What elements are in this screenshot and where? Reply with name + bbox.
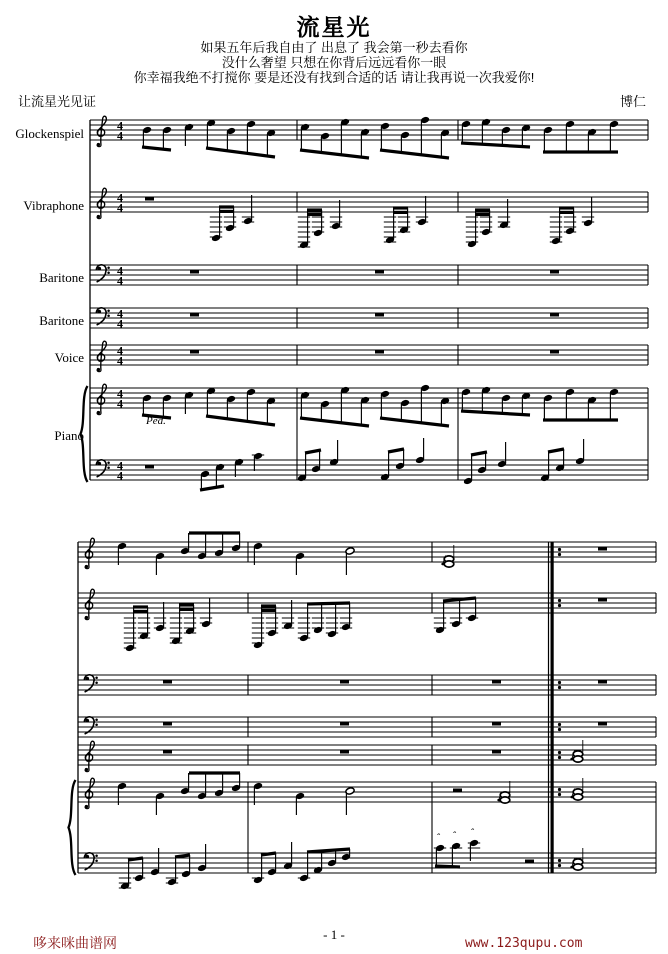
instrument-label-baritone-2: Baritone (39, 313, 84, 328)
staff-baritone-2-1 (90, 307, 648, 331)
svg-text:4: 4 (117, 468, 123, 483)
instrument-label-glockenspiel: Glockenspiel (15, 126, 84, 141)
svg-text:4: 4 (117, 263, 123, 278)
instrument-label-vibraphone: Vibraphone (23, 198, 84, 213)
svg-text:4: 4 (117, 458, 123, 473)
staff-voice-1 (90, 341, 648, 371)
subtitle-line-1: 如果五年后我自由了 出息了 我会第一秒去看你 (200, 40, 468, 55)
staff-piano-lh-2 (78, 827, 656, 890)
site-name-text: 哆来咪曲谱网 (33, 935, 117, 951)
staff-glockenspiel-2 (78, 533, 656, 575)
dedication-text: 让流星光见证 (18, 94, 97, 109)
site-url-text: www.123qupu.com (465, 936, 583, 951)
svg-text:4: 4 (117, 343, 123, 358)
piano-brace (69, 780, 76, 875)
instrument-label-voice: Voice (54, 350, 84, 365)
svg-text:4: 4 (117, 386, 123, 401)
staff-voice-2 (78, 740, 656, 772)
staff-baritone-2-2 (78, 717, 656, 737)
svg-text:4: 4 (117, 306, 123, 321)
svg-text:ˆ: ˆ (470, 827, 474, 839)
svg-text:4: 4 (117, 316, 123, 331)
piano-brace (81, 386, 88, 482)
staff-piano-rh-1 (90, 384, 648, 480)
svg-text:4: 4 (117, 118, 123, 133)
svg-text:4: 4 (117, 273, 123, 288)
staff-vibraphone-2 (78, 589, 656, 652)
system-1 (81, 116, 649, 490)
page-number: - 1 - (323, 927, 345, 942)
svg-text:4: 4 (117, 200, 123, 215)
page-title: 流星光 (296, 15, 372, 40)
instrument-label-piano: Piano (54, 428, 84, 443)
subtitle-line-3: 你幸福我绝不打搅你 要是还没有找到合适的话 请让我再说一次我爱你! (133, 70, 535, 85)
system-2 (69, 533, 657, 890)
svg-text:Ped.: Ped. (146, 415, 166, 427)
instrument-label-baritone-1: Baritone (39, 270, 84, 285)
svg-text:ˆ: ˆ (436, 832, 440, 844)
staff-baritone-1-1 (90, 264, 648, 288)
composer-name: 博仁 (619, 94, 646, 109)
svg-text:4: 4 (117, 353, 123, 368)
staff-glockenspiel-1 (90, 116, 648, 158)
staff-piano-lh-1 (90, 438, 648, 490)
svg-text:4: 4 (117, 190, 123, 205)
staff-vibraphone-1 (90, 188, 648, 249)
svg-text:4: 4 (117, 396, 123, 411)
svg-text:ˆ: ˆ (452, 830, 456, 842)
subtitle-line-2: 没什么奢望 只想在你背后远远看你一眼 (221, 55, 447, 70)
svg-text:4: 4 (117, 128, 123, 143)
staff-baritone-1-2 (78, 675, 656, 695)
